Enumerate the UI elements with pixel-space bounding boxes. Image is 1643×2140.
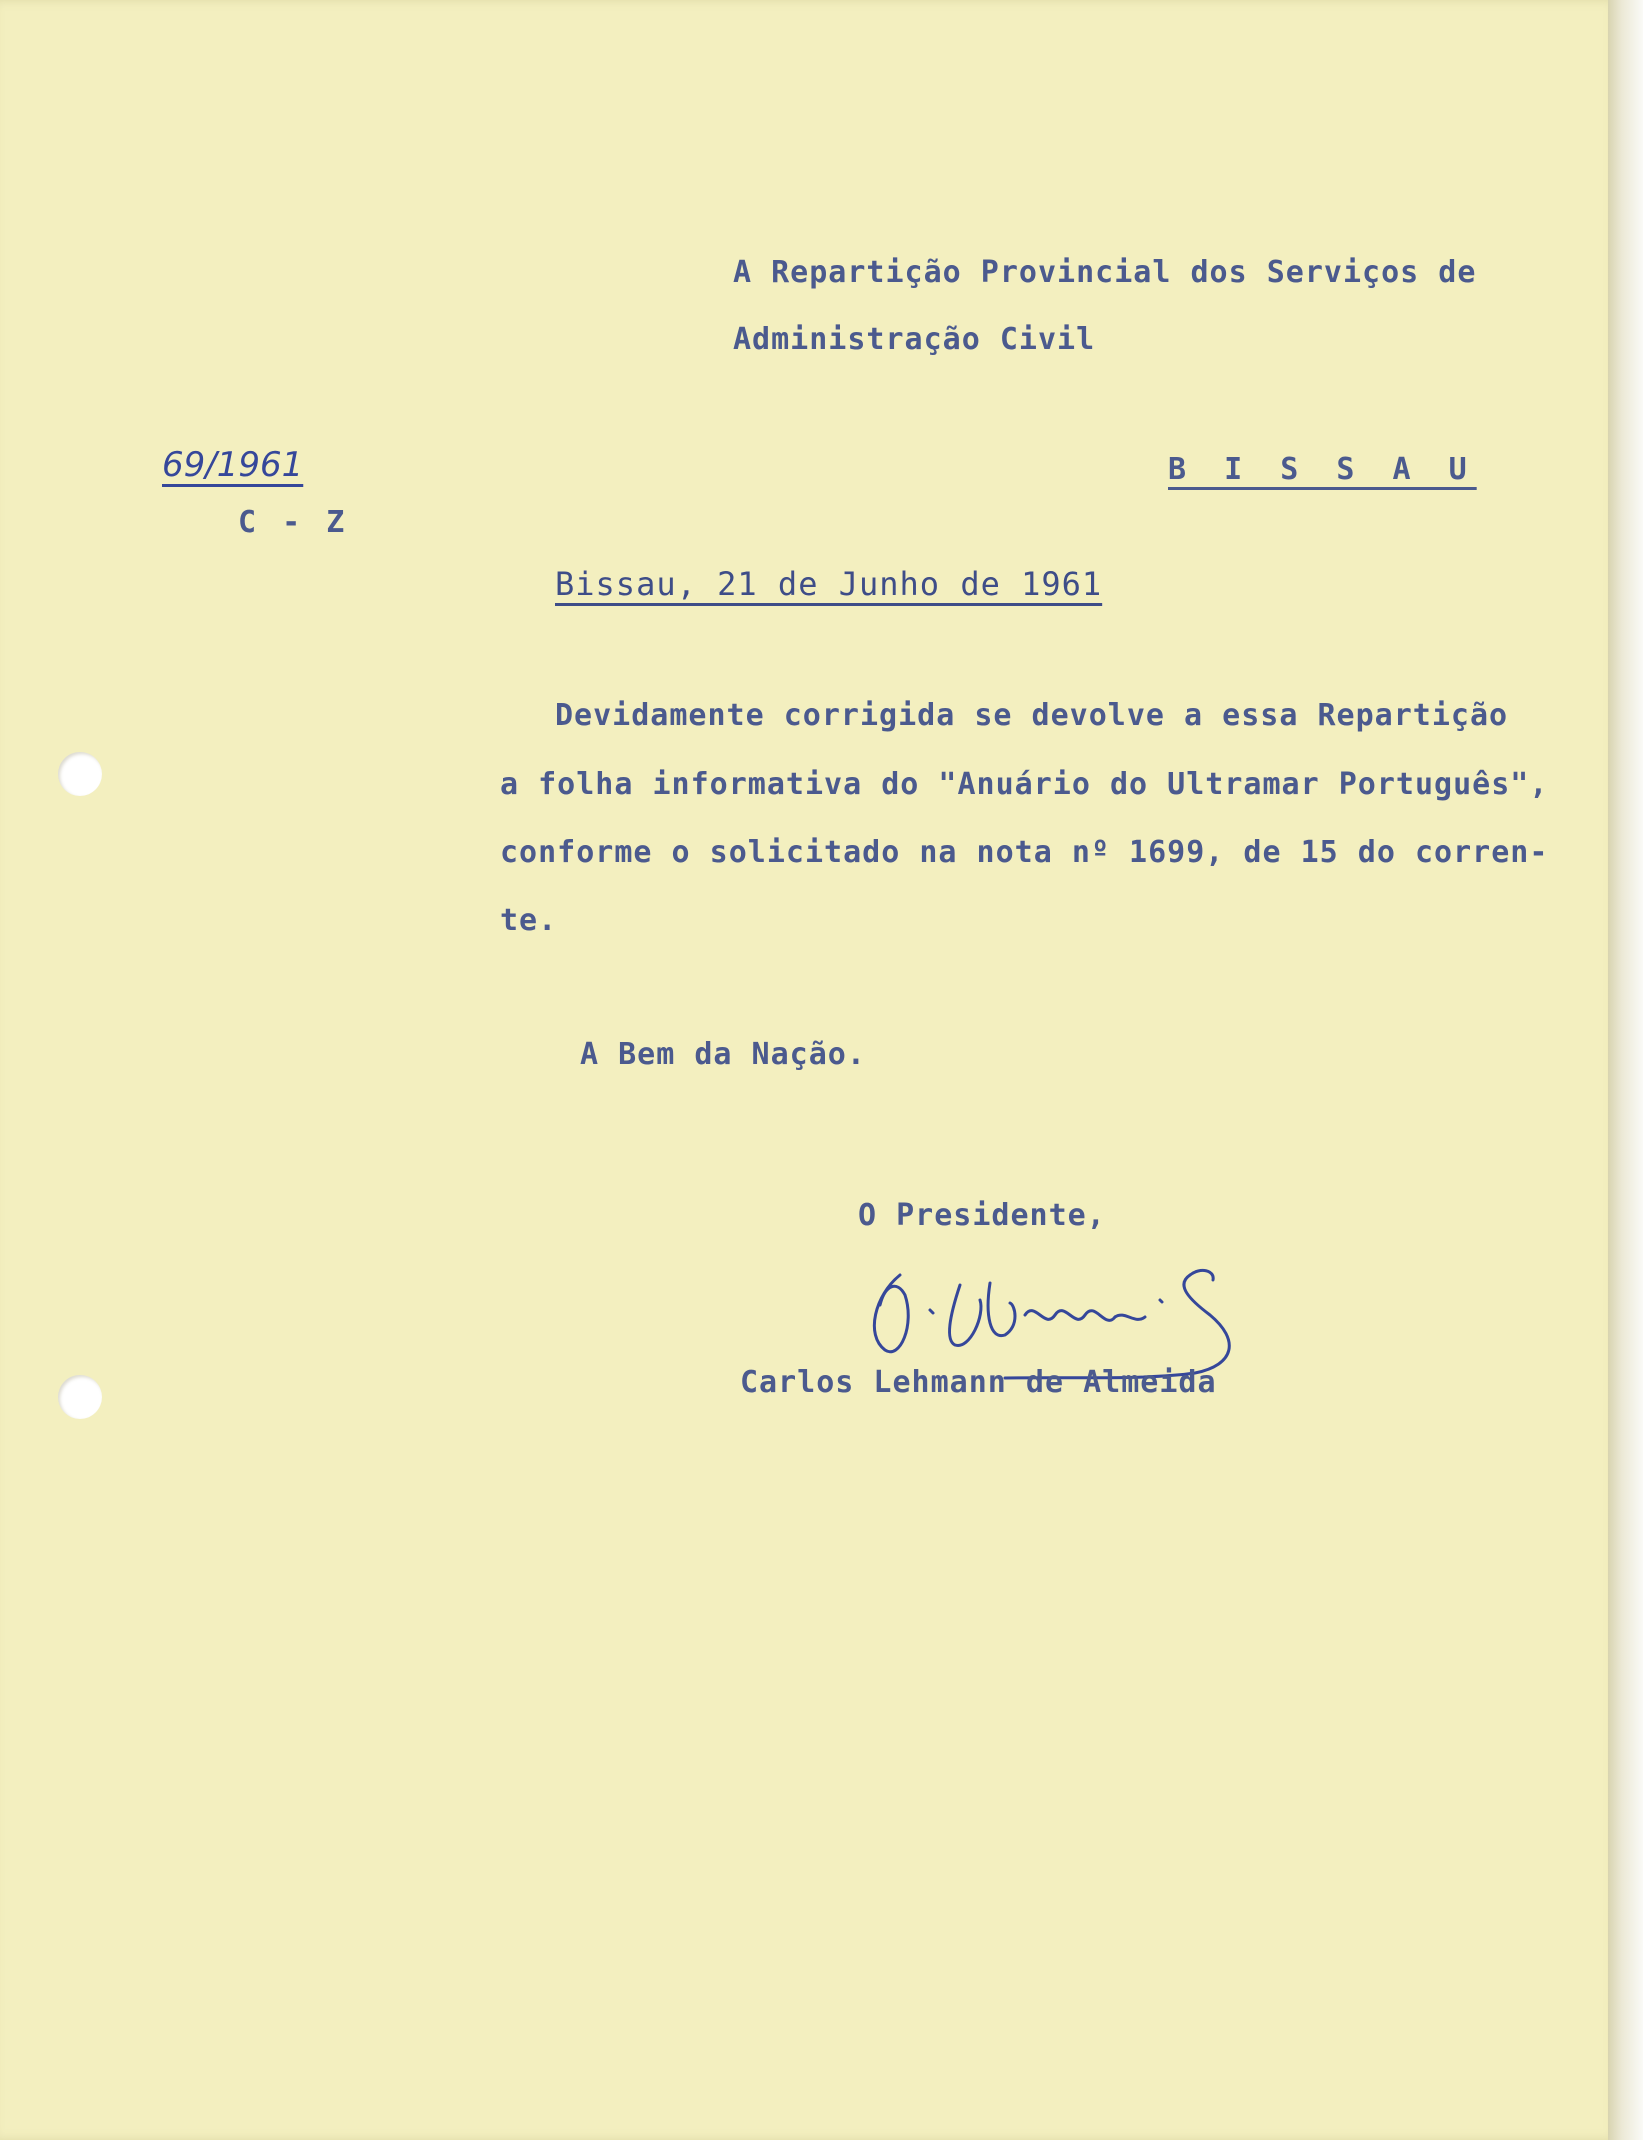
signatory-title: O Presidente, bbox=[858, 1198, 1106, 1233]
body-line-1: Devidamente corrigida se devolve a essa Repartição bbox=[555, 698, 1509, 733]
destination-heading: B I S S A U bbox=[1168, 452, 1477, 487]
body-line-4: te. bbox=[500, 903, 558, 938]
page-edge bbox=[1608, 0, 1643, 2140]
body-line-2: a folha informativa do "Anuário do Ultramar Português", bbox=[500, 767, 1549, 802]
reference-number: 69/1961 bbox=[162, 445, 304, 485]
body-line-3: conforme o solicitado na nota nº 1699, de 15 do corren- bbox=[500, 835, 1549, 870]
date-line: Bissau, 21 de Junho de 1961 bbox=[555, 565, 1103, 603]
signatory-name: Carlos Lehmann de Almeida bbox=[740, 1365, 1217, 1400]
addressee-line-2: Administração Civil bbox=[733, 322, 1096, 357]
closing-salutation: A Bem da Nação. bbox=[580, 1037, 866, 1072]
punch-hole bbox=[58, 752, 102, 796]
addressee-line-1: A Repartição Provincial dos Serviços de bbox=[733, 255, 1477, 290]
punch-hole bbox=[58, 1375, 102, 1419]
reference-code: C - Z bbox=[238, 505, 349, 540]
